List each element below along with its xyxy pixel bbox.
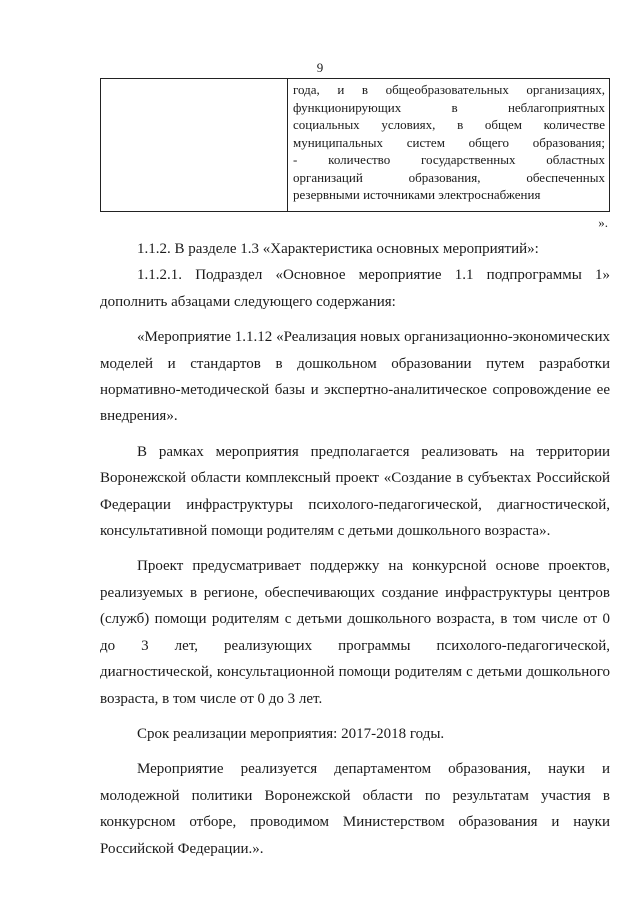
table-right-cell: [288, 79, 609, 211]
document-body: [100, 236, 610, 862]
closing-quote: ».: [598, 215, 608, 230]
paragraph: «Мероприятие 1.1.12 «Реализация новых организационно-экономических моделей и стандартов в дошкольном образовании путем разработки нормативно-методической базы и экспертно-аналитическое сопровождение ее внедрения».: [100, 329, 610, 425]
table-line: организаций образования, обеспеченных: [293, 169, 605, 185]
paragraph: Проект предусматривает поддержку на конкурсной основе проектов, реализуемых в регионе, обеспечивающих создание инфраструктуры центров (служб) помощи родителям с детьми дошкольного возраста, в том числе от 0 до 3 лет, реализующих программы психолого-педагогической, диагностической, консультационной помощи родителям с детьми дошкольного возраста, в том числе от 0 до 3 лет.: [100, 558, 610, 707]
table-line: социальных условиях, в общем количестве: [293, 117, 605, 132]
paragraph: Срок реализации мероприятия: 2017-2018 годы.: [137, 725, 445, 742]
table-line: резервными источниками электроснабжения: [293, 187, 541, 202]
section-heading: 1.1.2. В разделе 1.3 «Характеристика основных мероприятий»:: [137, 241, 539, 257]
table-line: - количество государственных областных: [293, 152, 605, 167]
table-line: муниципальных систем общего образования;: [293, 134, 605, 150]
table-left-cell: [101, 79, 288, 211]
paragraph: В рамках мероприятия предполагается реализовать на территории Воронежской области комплексный проект «Создание в субъектах Российской Федерации инфраструктуры психолого-педагогической, диагностической, консультативной помощи родителям с детьми дошкольного возраста».: [100, 443, 610, 540]
table-line: функционирующих в неблагоприятных: [293, 99, 605, 115]
paragraph: Мероприятие реализуется департаментом образования, науки и молодежной политики Воронежской области по результатам участия в конкурсном отборе, проводимом Министерством образования и науки Российской Федерации.».: [100, 761, 610, 857]
page-number: 9: [316, 60, 324, 75]
table-line: года, и в общеобразовательных организациях,: [293, 82, 605, 97]
indicator-table: [100, 78, 610, 212]
paragraph: 1.1.2.1. Подраздел «Основное мероприятие 1.1 подпрограммы 1» дополнить абзацами следующего содержания:: [100, 267, 610, 310]
